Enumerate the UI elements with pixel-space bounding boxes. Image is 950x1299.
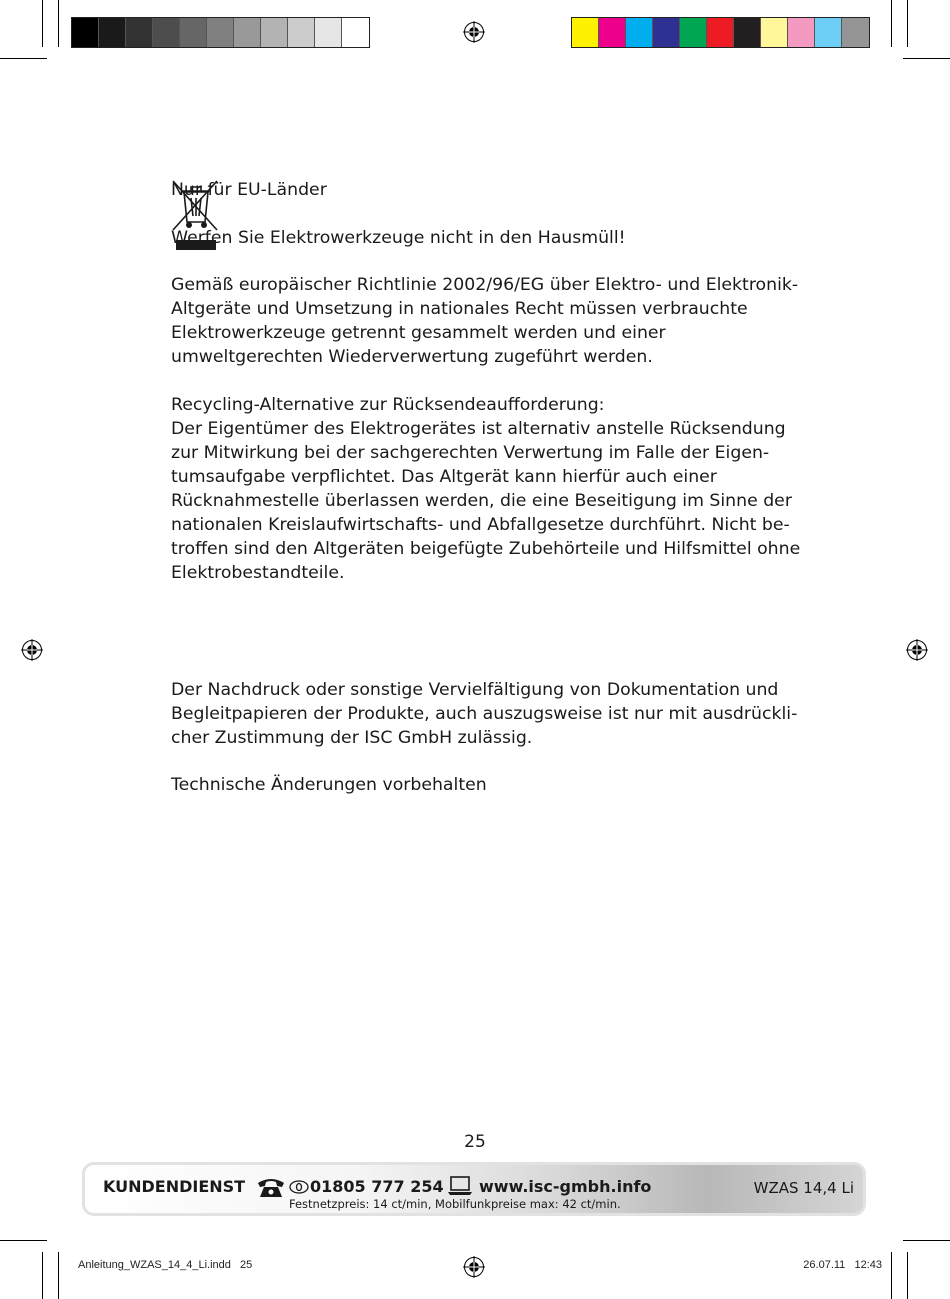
process-color-swatch xyxy=(842,18,869,47)
paragraph-line: Begleitpapieren der Produkte, auch auszugsweise ist nur mit ausdrückli- xyxy=(171,704,798,724)
service-label: KUNDENDIENST xyxy=(103,1177,246,1196)
process-color-bar xyxy=(571,17,870,48)
process-color-swatch xyxy=(788,18,815,47)
grayscale-swatch xyxy=(207,18,234,47)
grayscale-color-bar xyxy=(71,17,370,48)
registration-mark-icon xyxy=(21,639,43,661)
service-phone-number[interactable]: 01805 777 254 xyxy=(310,1177,444,1196)
grayscale-swatch xyxy=(72,18,99,47)
process-color-swatch xyxy=(680,18,707,47)
grayscale-swatch xyxy=(126,18,153,47)
grayscale-swatch xyxy=(288,18,315,47)
grayscale-swatch xyxy=(153,18,180,47)
process-color-swatch xyxy=(707,18,734,47)
grayscale-swatch xyxy=(342,18,369,47)
paragraph-line: Gemäß europäischer Richtlinie 2002/96/EG über Elektro- und Elektronik- xyxy=(171,275,799,295)
slug-file-name: Anleitung_WZAS_14_4_Li.indd 25 xyxy=(78,1259,253,1271)
website-link[interactable]: www.isc-gmbh.info xyxy=(479,1177,652,1196)
paragraph-line: Rücknahmestelle überlassen werden, die eine Beseitigung im Sinne der xyxy=(171,491,792,511)
copyright-paragraph xyxy=(171,678,797,750)
paragraph-line: Der Nachdruck oder sonstige Vervielfältigung von Dokumentation und xyxy=(171,680,779,700)
registration-mark-icon xyxy=(906,639,928,661)
paragraph-line: troffen sind den Altgeräten beigefügte Zubehörteile und Hilfsmittel ohne xyxy=(171,539,801,559)
call-rates: Festnetzpreis: 14 ct/min, Mobilfunkpreise max: 42 ct/min. xyxy=(289,1197,621,1211)
process-color-swatch xyxy=(599,18,626,47)
paragraph-line: cher Zustimmung der ISC GmbH zulässig. xyxy=(171,728,533,748)
grayscale-swatch xyxy=(234,18,261,47)
registration-mark-icon xyxy=(463,21,485,43)
paragraph-line: nationalen Kreislaufwirtschafts- und Abfallgesetze durchführt. Nicht be- xyxy=(171,515,790,535)
grayscale-swatch xyxy=(315,18,342,47)
page-number: 25 xyxy=(464,1132,486,1152)
process-color-swatch xyxy=(761,18,788,47)
eye-0180-icon xyxy=(289,1180,309,1194)
process-color-swatch xyxy=(815,18,842,47)
technical-note: Technische Änderungen vorbehalten xyxy=(171,775,487,795)
grayscale-swatch xyxy=(261,18,288,47)
paragraph-line: Elektrowerkzeuge getrennt gesammelt werden und einer xyxy=(171,323,666,343)
process-color-swatch xyxy=(572,18,599,47)
process-color-swatch xyxy=(626,18,653,47)
grayscale-swatch xyxy=(99,18,126,47)
slug-date: 26.07.11 12:43 xyxy=(803,1259,882,1271)
paragraph-line: zur Mitwirkung bei der sachgerechten Verwertung im Falle der Eigen- xyxy=(171,443,770,463)
laptop-icon xyxy=(447,1175,473,1197)
process-color-swatch xyxy=(734,18,761,47)
directive-paragraph xyxy=(171,273,798,369)
paragraph-line: tumsaufgabe verpflichtet. Das Altgerät kann hierfür auch einer xyxy=(171,467,717,487)
process-color-swatch xyxy=(653,18,680,47)
paragraph-line: Der Eigentümer des Elektrogerätes ist alternativ anstelle Rücksendung xyxy=(171,419,786,439)
registration-mark-icon xyxy=(463,1256,485,1278)
paragraph-line: Recycling-Alternative zur Rücksendeaufforderung: xyxy=(171,395,605,415)
recycling-paragraph xyxy=(171,393,800,585)
paragraph-line: umweltgerechten Wiederverwertung zugeführt werden. xyxy=(171,347,653,367)
telephone-icon xyxy=(256,1176,286,1198)
weee-heading: Nur für EU-Länder xyxy=(171,180,327,200)
paragraph-line: Elektrobestandteile. xyxy=(171,563,345,583)
paragraph-line: Altgeräte und Umsetzung in nationales Recht müssen verbrauchte xyxy=(171,299,748,319)
weee-instruction: Werfen Sie Elektrowerkzeuge nicht in den Hausmüll! xyxy=(171,228,626,248)
model-name: WZAS 14,4 Li xyxy=(753,1179,854,1197)
grayscale-swatch xyxy=(180,18,207,47)
